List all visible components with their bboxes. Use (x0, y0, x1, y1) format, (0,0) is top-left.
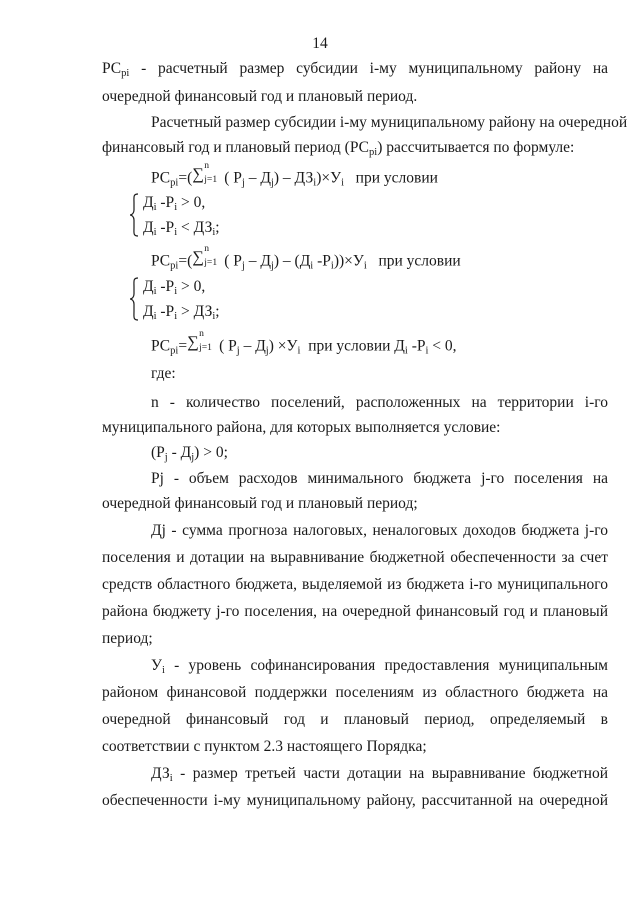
text-line: $РС_{pi}$ - расчетный размер субсидии i-му муниципальному району на (102, 60, 609, 79)
where-label: где: (151, 365, 176, 382)
text-line: соответствии с пунктом 2.3 настоящего Порядка; (102, 738, 427, 755)
condition-row: $Д_i$ $-Р_i > 0$, (143, 194, 206, 213)
condition-row: $Д_i$ $-Р_i > 0$, (143, 278, 206, 297)
text-line: муниципального района, для которых выполняется условие: (102, 419, 501, 436)
text-line: период; (102, 630, 153, 647)
text-line: района бюджету j-го поселения, на очередной финансовый год и плановый (102, 603, 608, 620)
definition-dj: Дj - сумма прогноза налоговых, неналоговых доходов бюджета j-го (151, 522, 608, 539)
definition-pj: Рj - объем расходов минимального бюджета j-го поселения на (151, 470, 608, 487)
text-line: средств областного бюджета, выделяемой из бюджета i-го муниципального (102, 576, 608, 593)
text-line: поселения и дотации на выравнивание бюджетной обеспеченности за счет (102, 549, 608, 566)
formula-3: $РС_{pi}=$ ∑ n j=1 ( $Р_j - Д_j) \times У_i$ при условии $Д_i$ $-Р_i < 0$, (151, 328, 457, 357)
formula-2: $РС_{pi}=$( ∑ n j=1 ( $Р_j - Д_j) - (Д_i$ $-Р_i))\times У_i$ при условии (151, 243, 461, 272)
sum-symbol: ∑ n j=1 (187, 328, 212, 353)
symbol-rc: $РС_{pi}$ (102, 60, 130, 79)
n-condition: $(Р_j - Д_j) > 0$; (151, 444, 228, 463)
page-number: 14 (312, 35, 328, 52)
curly-brace-icon (129, 277, 139, 321)
text-line: районом финансовой поддержки поселениям из областного бюджета на (102, 684, 608, 701)
definition-ui: $У_i$ - уровень софинансирования предоставления муниципальным (151, 657, 608, 676)
curly-brace-icon (129, 193, 139, 237)
formula-1: $РС_{pi}=$( ∑ n j=1 ( $Р_j - Д_j) - ДЗ_i)\times У_i$ при условии (151, 160, 438, 189)
text-line: очередной финансовый год и плановый период; (102, 495, 418, 512)
condition-row: $Д_i$ $-Р_i < ДЗ_i$; (143, 219, 220, 238)
text-line: очередной финансовый год и плановый период. (102, 88, 418, 105)
text-line: обеспеченности i-му муниципальному району, рассчитанной на очередной (102, 792, 608, 809)
sum-symbol: ∑ n j=1 (192, 160, 218, 185)
condition-row: $Д_i$ $-Р_i > ДЗ_i$; (143, 303, 220, 322)
definition-n: n - количество поселений, расположенных на территории i-го (151, 394, 608, 411)
text-line: Расчетный размер субсидии i-му муниципальному району на очередной (151, 114, 628, 131)
sum-symbol: ∑ n j=1 (192, 243, 218, 268)
text-line: очередной финансовый год и плановый период, определяемый в (102, 711, 608, 728)
text-line: финансовый год и плановый период $(РС_{pi})$ рассчитывается по формуле: (102, 139, 575, 158)
definition-dzi: $ДЗ_i$ - размер третьей части дотации на выравнивание бюджетной (151, 765, 608, 784)
